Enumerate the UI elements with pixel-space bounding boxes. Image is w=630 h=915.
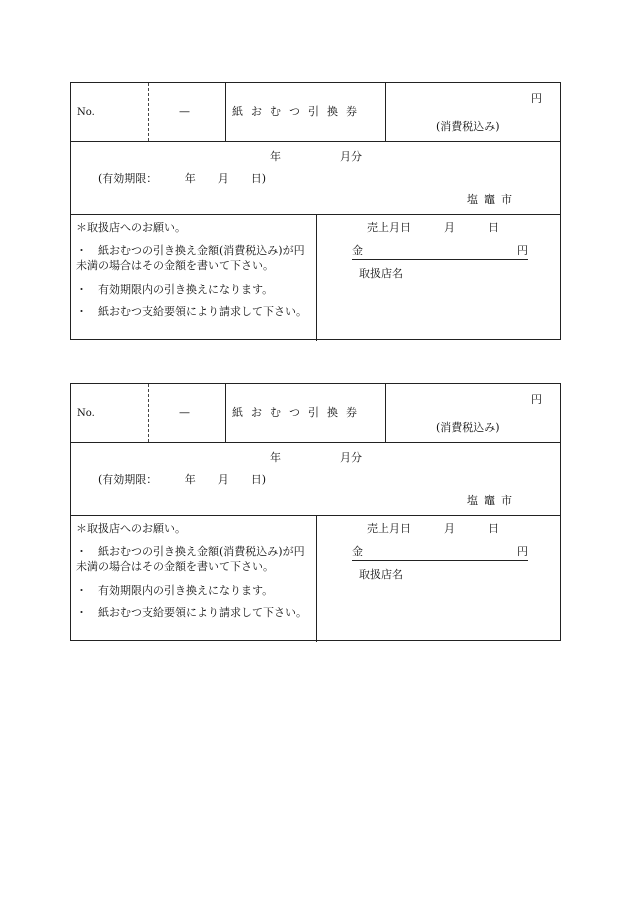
sale-date: 売上月日 月 日 (367, 522, 499, 535)
coupon-title: 紙おむつ引換券 (232, 105, 365, 118)
number-dashed-divider (148, 384, 149, 442)
request-heading: ＊取扱店へのお願い。 (76, 522, 186, 535)
store-name-label: 取扱店名 (359, 568, 403, 581)
month-portion-label: 月分 (340, 451, 362, 464)
request-item-2: ・ 有効期限内の引き換えになります。 (76, 584, 274, 597)
coupon-2 (70, 383, 561, 641)
tax-included-note: (消費税込み) (436, 421, 500, 434)
city-name: 塩竈市 (467, 494, 518, 507)
coupon-title: 紙おむつ引換券 (232, 406, 365, 419)
amount-yen: 円 (517, 545, 528, 558)
validity-period: (有効期限： 年 月 日) (98, 473, 267, 486)
amount-yen: 円 (517, 244, 528, 257)
title-left-divider (225, 384, 226, 442)
yen-unit: 円 (531, 393, 542, 406)
amount-underline (352, 259, 528, 260)
year-label: 年 (270, 451, 281, 464)
month-portion-label: 月分 (340, 150, 362, 163)
amount-label: 金 (352, 545, 363, 558)
request-item-1: ・ 紙おむつの引き換え金額(消費税込み)が円未満の場合はその金額を書いて下さい。 (76, 545, 305, 573)
request-item-1: ・ 紙おむつの引き換え金額(消費税込み)が円未満の場合はその金額を書いて下さい。 (76, 244, 305, 272)
request-heading: ＊取扱店へのお願い。 (76, 221, 186, 234)
header-divider (71, 141, 560, 142)
coupon-1 (70, 82, 561, 340)
title-right-divider (385, 384, 386, 442)
number-dash: — (179, 406, 190, 419)
title-right-divider (385, 83, 386, 141)
validity-period: (有効期限： 年 月 日) (98, 172, 267, 185)
year-label: 年 (270, 150, 281, 163)
request-item-2: ・ 有効期限内の引き換えになります。 (76, 283, 274, 296)
store-name-label: 取扱店名 (359, 267, 403, 280)
bottom-column-divider (316, 515, 317, 642)
header-divider (71, 442, 560, 443)
city-name: 塩竈市 (467, 193, 518, 206)
tax-included-note: (消費税込み) (436, 120, 500, 133)
number-label: No. (77, 107, 95, 118)
bottom-column-divider (316, 214, 317, 341)
title-left-divider (225, 83, 226, 141)
number-label: No. (77, 408, 95, 419)
request-item-3: ・ 紙おむつ支給要領により請求して下さい。 (76, 606, 307, 619)
yen-unit: 円 (531, 92, 542, 105)
number-dash: — (179, 105, 190, 118)
sale-date: 売上月日 月 日 (367, 221, 499, 234)
request-item-3: ・ 紙おむつ支給要領により請求して下さい。 (76, 305, 307, 318)
amount-label: 金 (352, 244, 363, 257)
number-dashed-divider (148, 83, 149, 141)
amount-underline (352, 560, 528, 561)
